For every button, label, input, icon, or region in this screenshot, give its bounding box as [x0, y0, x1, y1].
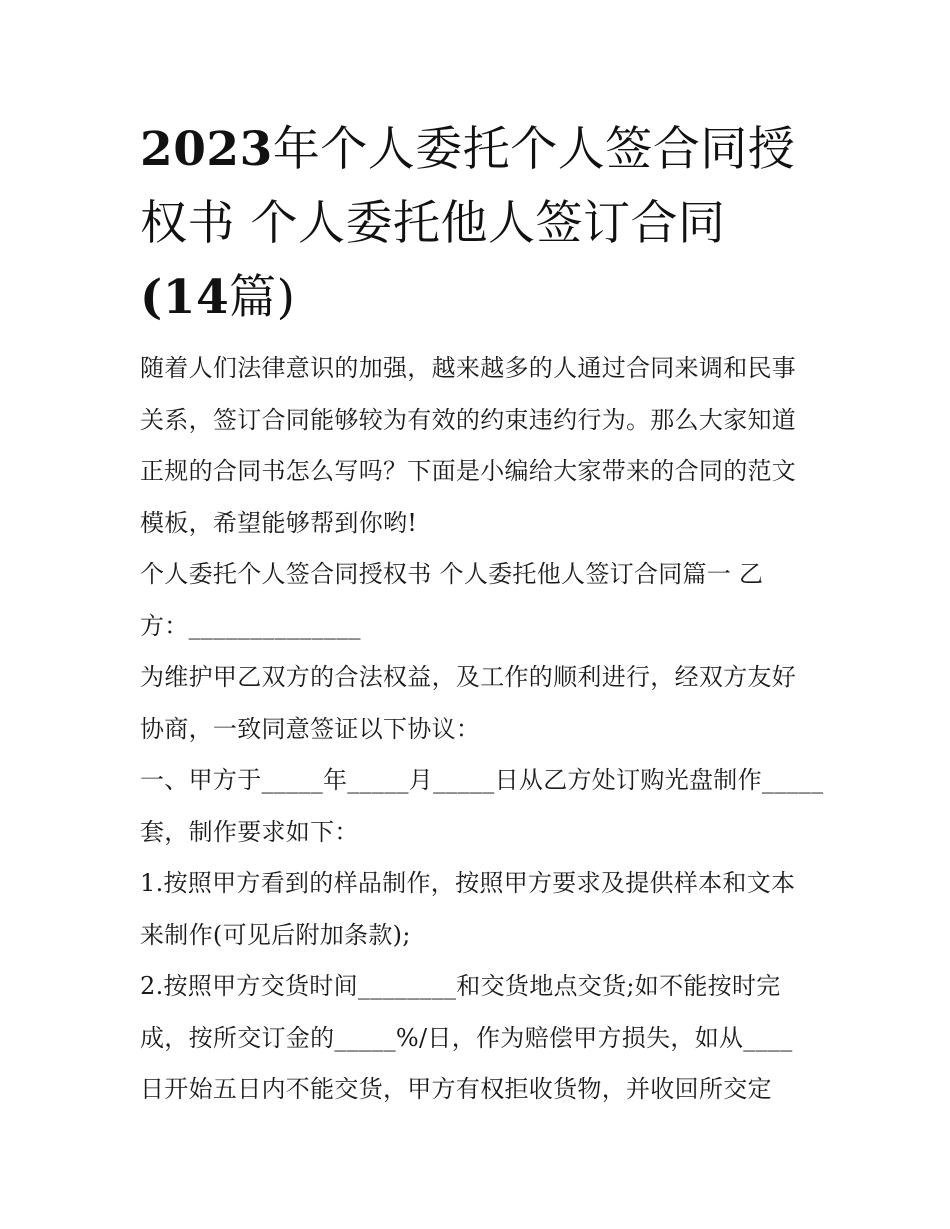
body-line: 方：______________: [140, 611, 361, 640]
title-line-3-text: 篇): [229, 270, 296, 325]
title-line-2: 权书 个人委托他人签订合同: [140, 196, 726, 251]
clause-line: 1.按照甲方看到的样品制作，按照甲方要求及提供样本和文本: [140, 869, 796, 897]
clause-line: 一、甲方于_____年_____月_____日从乙方处订购光盘制作_____: [140, 766, 824, 794]
body-line: 正规的合同书怎么写吗？下面是小编给大家带来的合同的范文: [140, 457, 797, 485]
body-line: 关系，签订合同能够较为有效的约束违约行为。那么大家知道: [140, 405, 797, 434]
clause-line: 套，制作要求如下：: [140, 817, 359, 846]
section-heading-line: 个人委托个人签合同授权书 个人委托他人签订合同篇一 乙: [140, 560, 764, 588]
document-body: [140, 343, 824, 1116]
title-count: (14: [140, 270, 230, 325]
body-line: 协商，一致同意签证以下协议：: [140, 714, 481, 743]
body-line: 模板，希望能够帮到你哟!: [140, 508, 418, 537]
clause-line: 来制作(可见后附加条款);: [140, 920, 411, 949]
title-year: 2023: [140, 122, 273, 177]
document-title: [140, 113, 815, 335]
body-line: 随着人们法律意识的加强，越来越多的人通过合同来调和民事: [140, 354, 797, 382]
title-line-1: [140, 113, 815, 187]
document-page: [140, 113, 824, 1116]
title-line-3: [140, 261, 815, 335]
clause-line: 成，按所交订金的_____%/日，作为赔偿甲方损失，如从____: [140, 1023, 793, 1052]
body-line: 为维护甲乙双方的合法权益，及工作的顺利进行，经双方友好: [140, 663, 797, 691]
clause-line: 日开始五日内不能交货，甲方有权拒收货物，并收回所交定: [140, 1075, 772, 1103]
title-line-1-text: 年个人委托个人签合同授: [272, 122, 796, 177]
clause-line: 2.按照甲方交货时间________和交货地点交货;如不能按时完: [140, 972, 781, 1000]
